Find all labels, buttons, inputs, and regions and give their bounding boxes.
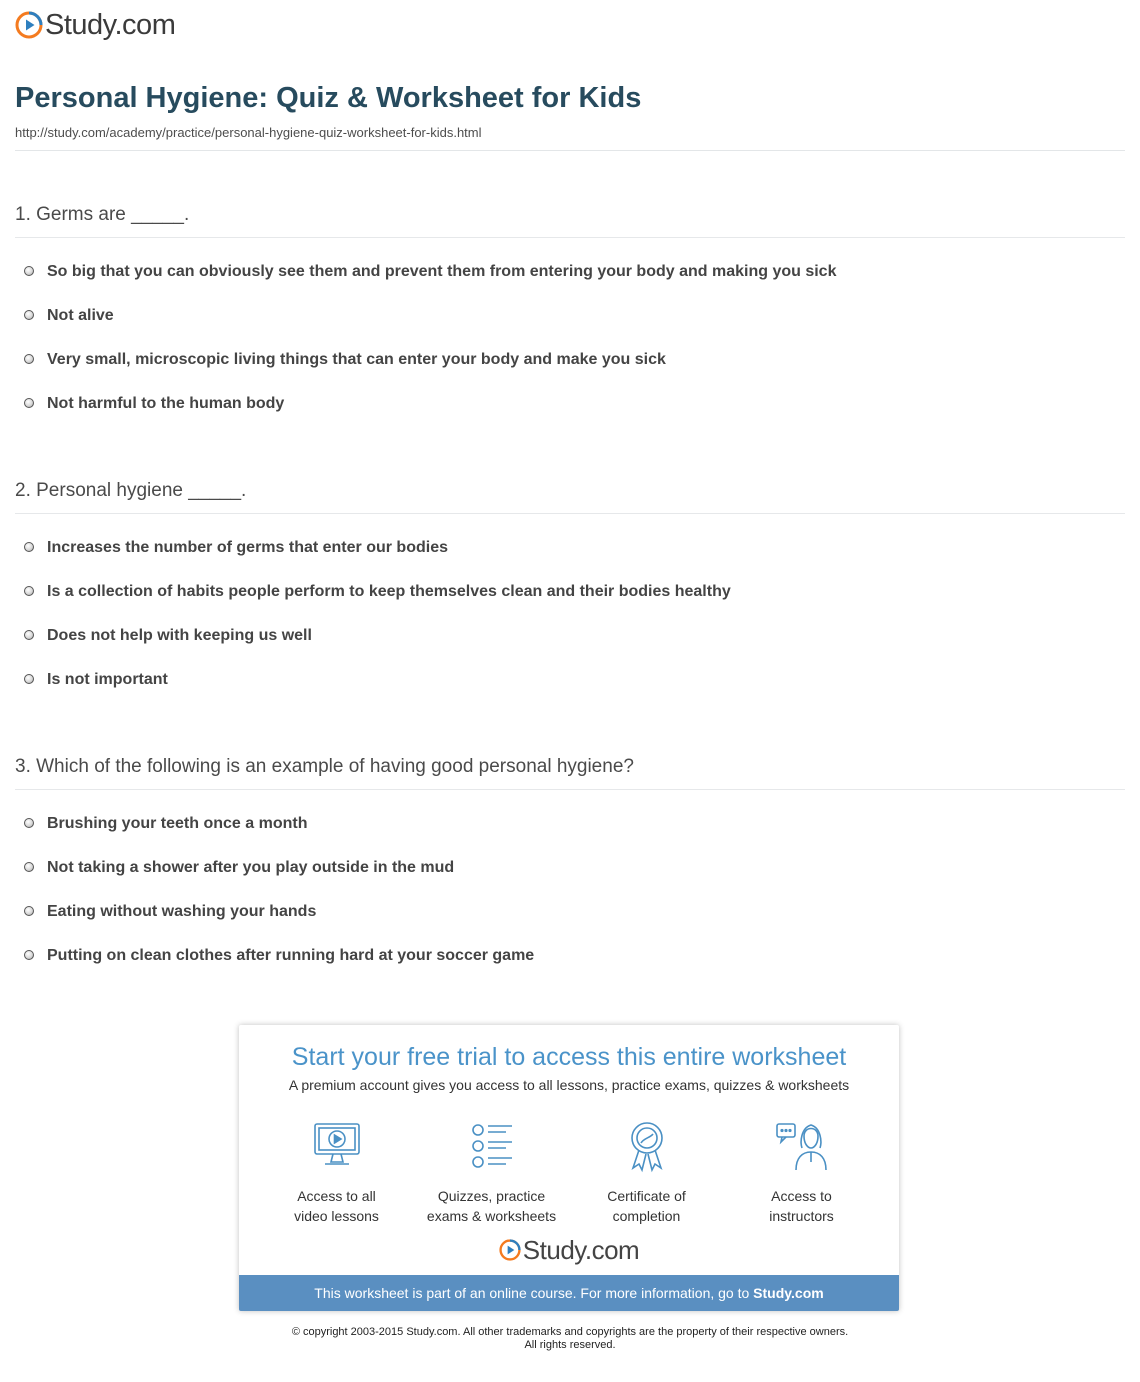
page-url[interactable]: http://study.com/academy/practice/personal-hygiene-quiz-worksheet-for-kids.html bbox=[15, 125, 482, 140]
radio-button[interactable] bbox=[24, 906, 34, 916]
radio-button[interactable] bbox=[24, 542, 34, 552]
site-logo[interactable] bbox=[15, 9, 175, 41]
radio-button[interactable] bbox=[24, 398, 34, 408]
course-info-text: This worksheet is part of an online course. For more information, go to bbox=[314, 1285, 754, 1301]
feature-quizzes bbox=[414, 1118, 569, 1226]
promo-logo[interactable] bbox=[239, 1237, 899, 1263]
radio-button[interactable] bbox=[24, 862, 34, 872]
question-text: 2. Personal hygiene _____. bbox=[15, 480, 247, 501]
feature-certificate bbox=[569, 1118, 724, 1226]
answer-option[interactable] bbox=[15, 626, 1125, 670]
question-3 bbox=[15, 753, 1125, 990]
feature-label-line1: Certificate of bbox=[607, 1188, 686, 1204]
answer-label: Is not important bbox=[47, 671, 168, 688]
question-divider bbox=[15, 513, 1125, 514]
feature-label-line1: Quizzes, practice bbox=[437, 1188, 546, 1204]
radio-button[interactable] bbox=[24, 266, 34, 276]
answer-label: Does not help with keeping us well bbox=[47, 627, 312, 644]
feature-label-line1: Access to bbox=[771, 1188, 832, 1204]
radio-button[interactable] bbox=[24, 950, 34, 960]
question-divider bbox=[15, 789, 1125, 790]
feature-instructors bbox=[724, 1118, 879, 1226]
answer-label: So big that you can obviously see them and prevent them from entering your body and making you sick bbox=[47, 263, 837, 280]
answer-option[interactable] bbox=[15, 858, 1125, 902]
feature-video-lessons bbox=[259, 1118, 414, 1226]
question-text: 1. Germs are _____. bbox=[15, 204, 190, 225]
feature-label-line2: exams & worksheets bbox=[426, 1208, 557, 1224]
instructor-icon bbox=[774, 1118, 830, 1174]
copyright-line: All rights reserved. bbox=[524, 1339, 616, 1351]
answer-label: Not harmful to the human body bbox=[47, 395, 285, 412]
feature-label-line2: completion bbox=[612, 1208, 681, 1224]
feature-label-line1: Access to all bbox=[297, 1188, 376, 1204]
answer-label: Not alive bbox=[47, 307, 114, 324]
radio-button[interactable] bbox=[24, 586, 34, 596]
answer-option[interactable] bbox=[15, 582, 1125, 626]
answer-option[interactable] bbox=[15, 670, 1125, 714]
play-logo-icon bbox=[15, 11, 43, 39]
certificate-icon bbox=[619, 1118, 675, 1174]
logo-text: Study.com bbox=[45, 8, 176, 41]
radio-button[interactable] bbox=[24, 674, 34, 684]
feature-list bbox=[259, 1118, 879, 1226]
radio-button[interactable] bbox=[24, 630, 34, 640]
answer-option[interactable] bbox=[15, 946, 1125, 990]
title-divider bbox=[15, 150, 1125, 151]
promo-headline[interactable]: Start your free trial to access this entire worksheet bbox=[291, 1043, 847, 1071]
question-text: 3. Which of the following is an example of having good personal hygiene? bbox=[15, 756, 634, 777]
quiz-list-icon bbox=[464, 1118, 520, 1174]
radio-button[interactable] bbox=[24, 354, 34, 364]
course-info-bar[interactable] bbox=[239, 1275, 899, 1311]
answer-label: Increases the number of germs that enter our bodies bbox=[47, 539, 448, 556]
feature-label-line2: video lessons bbox=[294, 1208, 379, 1224]
answer-label: Eating without washing your hands bbox=[47, 903, 317, 920]
answer-option[interactable] bbox=[15, 814, 1125, 858]
answer-options bbox=[15, 262, 1125, 438]
answer-label: Not taking a shower after you play outside in the mud bbox=[47, 859, 455, 876]
answer-option[interactable] bbox=[15, 350, 1125, 394]
answer-option[interactable] bbox=[15, 538, 1125, 582]
answer-label: Putting on clean clothes after running hard at your soccer game bbox=[47, 947, 535, 964]
answer-label: Brushing your teeth once a month bbox=[47, 815, 308, 832]
play-logo-icon bbox=[499, 1239, 521, 1261]
answer-option[interactable] bbox=[15, 306, 1125, 350]
answer-options bbox=[15, 814, 1125, 990]
radio-button[interactable] bbox=[24, 818, 34, 828]
promo-subheadline: A premium account gives you access to all lessons, practice exams, quizzes & worksheets bbox=[288, 1077, 850, 1093]
free-trial-promo bbox=[239, 1025, 899, 1311]
question-divider bbox=[15, 237, 1125, 238]
feature-label-line2: instructors bbox=[769, 1208, 834, 1224]
answer-options bbox=[15, 538, 1125, 714]
answer-label: Very small, microscopic living things that can enter your body and make you sick bbox=[47, 351, 666, 368]
radio-button[interactable] bbox=[24, 310, 34, 320]
copyright-line: © copyright 2003-2015 Study.com. All other trademarks and copyrights are the property of their respective owners. bbox=[291, 1326, 849, 1338]
answer-option[interactable] bbox=[15, 394, 1125, 438]
question-2 bbox=[15, 477, 1125, 714]
video-lesson-icon bbox=[309, 1118, 365, 1174]
logo-text: Study.com bbox=[522, 1235, 640, 1265]
answer-option[interactable] bbox=[15, 902, 1125, 946]
study-link[interactable]: Study.com bbox=[753, 1285, 824, 1301]
page-title: Personal Hygiene: Quiz & Worksheet for Kids bbox=[15, 82, 642, 114]
copyright bbox=[0, 1326, 1140, 1352]
question-1 bbox=[15, 201, 1125, 438]
answer-option[interactable] bbox=[15, 262, 1125, 306]
answer-label: Is a collection of habits people perform to keep themselves clean and their bodies healthy bbox=[47, 583, 731, 600]
